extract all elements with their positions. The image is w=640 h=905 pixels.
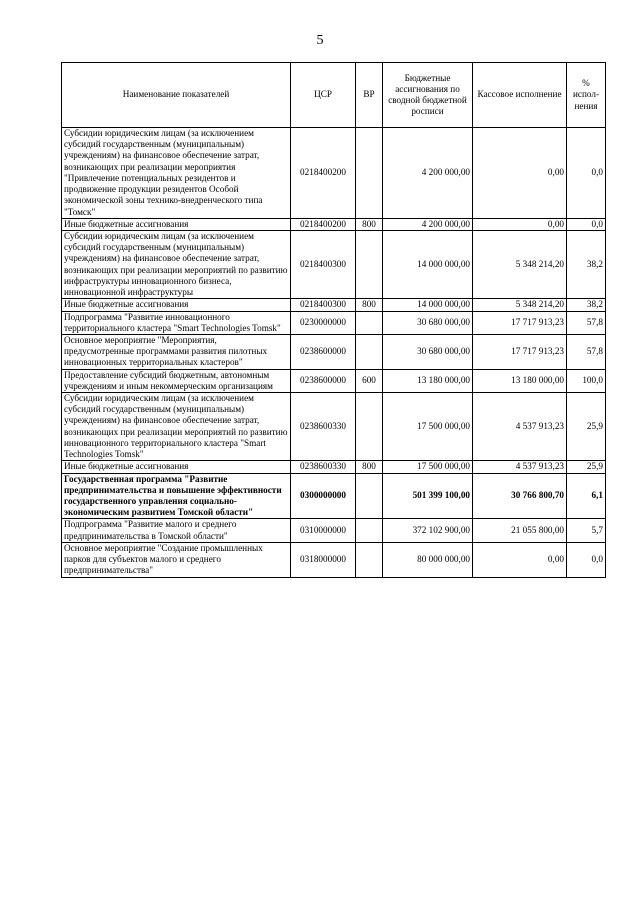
table-row	[62, 334, 606, 369]
row-budget-cell: 4 200 000,00	[383, 218, 473, 230]
row-name-cell: Государственная программа "Развитие предпринимательства и повышение эффективности государственного управления социально-экономическим развитием Томской области"	[62, 473, 291, 519]
table-row	[62, 311, 606, 334]
row-percent-cell: 38,2	[567, 299, 606, 311]
row-percent-cell: 25,9	[567, 393, 606, 461]
row-name-cell: Субсидии юридическим лицам (за исключением субсидий государственным (муниципальным) учреждениям) на финансовое обеспечение затрат, возникающих при реализации мероприятий по развитию инновационного территориального кластера "Smart Technologies Tomsk"	[62, 393, 291, 461]
row-percent-cell: 5,7	[567, 519, 606, 542]
row-name-cell: Подпрограмма "Развитие инновационного территориального кластера "Smart Technologies Tomsk"	[62, 311, 291, 334]
row-percent-cell: 6,1	[567, 473, 606, 519]
row-cash-cell: 4 537 913,23	[473, 393, 567, 461]
table-row	[62, 128, 606, 219]
row-name-cell: Подпрограмма "Развитие малого и среднего предпринимательства в Томской области"	[62, 519, 291, 542]
budget-execution-table	[61, 62, 606, 578]
row-percent-cell: 0,0	[567, 218, 606, 230]
row-vr-cell: 600	[356, 369, 383, 392]
row-percent-cell: 57,8	[567, 311, 606, 334]
row-vr-cell	[356, 393, 383, 461]
row-budget-cell: 4 200 000,00	[383, 128, 473, 219]
row-cash-cell: 30 766 800,70	[473, 473, 567, 519]
row-budget-cell: 30 680 000,00	[383, 334, 473, 369]
row-percent-cell: 57,8	[567, 334, 606, 369]
row-budget-cell: 14 000 000,00	[383, 230, 473, 298]
row-csr-cell: 0218400300	[291, 299, 356, 311]
table-row	[62, 519, 606, 542]
table-row	[62, 542, 606, 577]
header-budget: Бюджетные ассигнования по сводной бюджетной росписи	[383, 63, 473, 128]
row-vr-cell: 800	[356, 461, 383, 473]
row-cash-cell: 21 055 800,00	[473, 519, 567, 542]
row-name-cell: Предоставление субсидий бюджетным, автономным учреждениям и иным некоммерческим организациям	[62, 369, 291, 392]
table-row	[62, 218, 606, 230]
table-row	[62, 473, 606, 519]
row-cash-cell: 5 348 214,20	[473, 230, 567, 298]
row-percent-cell: 38,2	[567, 230, 606, 298]
row-name-cell: Иные бюджетные ассигнования	[62, 461, 291, 473]
table-body	[62, 128, 606, 578]
row-name-cell: Основное мероприятие "Мероприятия, предусмотренные программами развития пилотных инновационных территориальных кластеров"	[62, 334, 291, 369]
row-budget-cell: 13 180 000,00	[383, 369, 473, 392]
row-vr-cell	[356, 334, 383, 369]
row-cash-cell: 4 537 913,23	[473, 461, 567, 473]
row-csr-cell: 0238600000	[291, 334, 356, 369]
row-csr-cell: 0310000000	[291, 519, 356, 542]
row-budget-cell: 17 500 000,00	[383, 461, 473, 473]
row-csr-cell: 0238600330	[291, 461, 356, 473]
row-name-cell: Субсидии юридическим лицам (за исключением субсидий государственным (муниципальным) учреждениям) на финансовое обеспечение затрат, возникающих при реализации мероприятия "Привлечение потенциальных резидентов и продвижение продукции резидентов Особой экономической зоны технико-внедренческого типа "Томск"	[62, 128, 291, 219]
row-cash-cell: 17 717 913,23	[473, 311, 567, 334]
row-budget-cell: 501 399 100,00	[383, 473, 473, 519]
row-csr-cell: 0238600000	[291, 369, 356, 392]
row-csr-cell: 0218400200	[291, 128, 356, 219]
row-cash-cell: 13 180 000,00	[473, 369, 567, 392]
row-vr-cell	[356, 519, 383, 542]
row-vr-cell: 800	[356, 299, 383, 311]
row-name-cell: Иные бюджетные ассигнования	[62, 218, 291, 230]
row-vr-cell: 800	[356, 218, 383, 230]
row-csr-cell: 0238600330	[291, 393, 356, 461]
row-vr-cell	[356, 311, 383, 334]
row-vr-cell	[356, 473, 383, 519]
header-cash: Кассовое исполнение	[473, 63, 567, 128]
row-name-cell: Иные бюджетные ассигнования	[62, 299, 291, 311]
row-vr-cell	[356, 230, 383, 298]
row-name-cell: Субсидии юридическим лицам (за исключением субсидий государственным (муниципальным) учреждениям) на финансовое обеспечение затрат, возникающих при реализации мероприятий по развитию инфраструктуры инновационного бизнеса, инновационной инфраструктуры	[62, 230, 291, 298]
table-header-row	[62, 63, 606, 128]
row-csr-cell: 0218400300	[291, 230, 356, 298]
row-csr-cell: 0318000000	[291, 542, 356, 577]
table-row	[62, 393, 606, 461]
row-percent-cell: 25,9	[567, 461, 606, 473]
row-budget-cell: 17 500 000,00	[383, 393, 473, 461]
row-budget-cell: 14 000 000,00	[383, 299, 473, 311]
row-percent-cell: 0,0	[567, 542, 606, 577]
row-cash-cell: 0,00	[473, 128, 567, 219]
row-budget-cell: 30 680 000,00	[383, 311, 473, 334]
row-csr-cell: 0218400200	[291, 218, 356, 230]
row-cash-cell: 5 348 214,20	[473, 299, 567, 311]
row-cash-cell: 0,00	[473, 542, 567, 577]
row-percent-cell: 0,0	[567, 128, 606, 219]
row-vr-cell	[356, 128, 383, 219]
table-row	[62, 369, 606, 392]
row-percent-cell: 100,0	[567, 369, 606, 392]
row-csr-cell: 0300000000	[291, 473, 356, 519]
row-cash-cell: 0,00	[473, 218, 567, 230]
header-name: Наименование показателей	[62, 63, 291, 128]
row-budget-cell: 80 000 000,00	[383, 542, 473, 577]
header-csr: ЦСР	[291, 63, 356, 128]
table-row	[62, 299, 606, 311]
page-number: 5	[316, 33, 324, 48]
header-vr: ВР	[356, 63, 383, 128]
header-percent: % испол-нения	[567, 63, 606, 128]
table-row	[62, 230, 606, 298]
row-name-cell: Основное мероприятие "Создание промышленных парков для субъектов малого и среднего предпринимательства"	[62, 542, 291, 577]
row-vr-cell	[356, 542, 383, 577]
row-csr-cell: 0230000000	[291, 311, 356, 334]
table-row	[62, 461, 606, 473]
row-budget-cell: 372 102 900,00	[383, 519, 473, 542]
row-cash-cell: 17 717 913,23	[473, 334, 567, 369]
